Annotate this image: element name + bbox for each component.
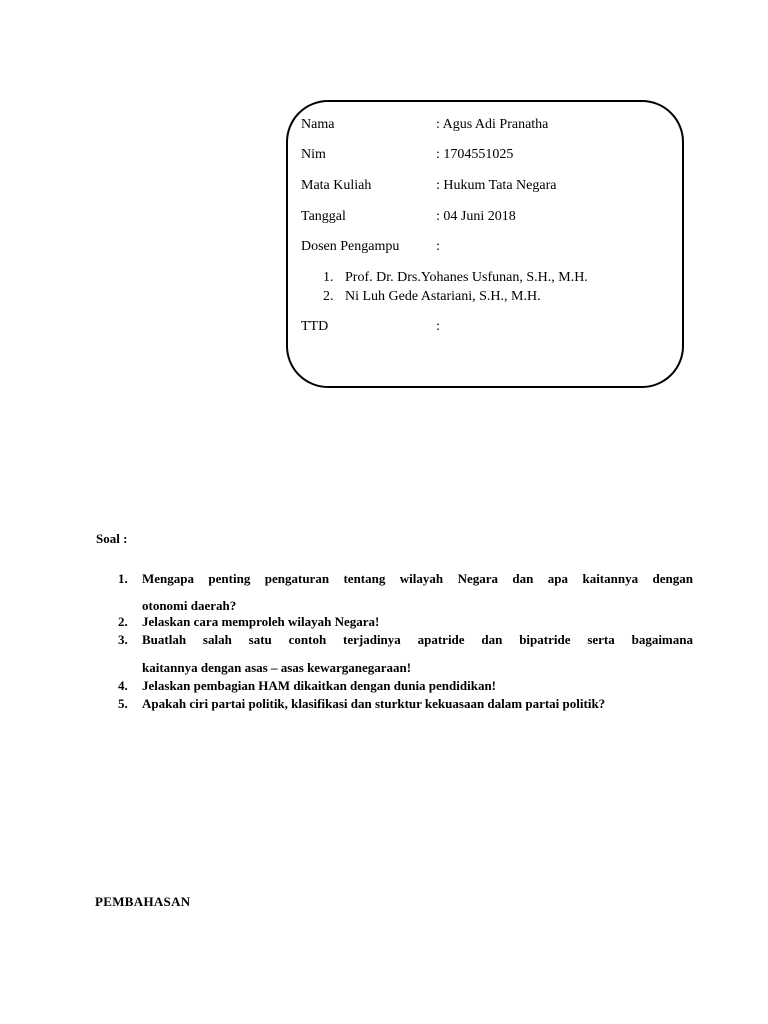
dosen-item-name: Prof. Dr. Drs.Yohanes Usfunan, S.H., M.H. xyxy=(345,270,588,285)
dosen-label: Dosen Pengampu xyxy=(301,239,400,254)
question-number: 3. xyxy=(118,632,128,647)
dosen-item-number: 2. xyxy=(323,289,334,304)
ttd-label: TTD xyxy=(301,319,329,334)
nim-value: : 1704551025 xyxy=(436,147,514,162)
question-number: 5. xyxy=(118,696,128,711)
question-number: 1. xyxy=(118,571,128,586)
matkul-label: Mata Kuliah xyxy=(301,178,372,193)
nama-label: Nama xyxy=(301,117,335,132)
tanggal-value: : 04 Juni 2018 xyxy=(436,209,516,224)
question-text: Jelaskan pembagian HAM dikaitkan dengan dunia pendidikan! xyxy=(142,678,497,693)
dosen-item-number: 1. xyxy=(323,270,334,285)
nim-label: Nim xyxy=(301,147,326,162)
soal-heading: Soal : xyxy=(96,531,128,546)
question-text-continuation: kaitannya dengan asas – asas kewarganegaraan! xyxy=(142,660,412,675)
pembahasan-heading: PEMBAHASAN xyxy=(95,894,191,909)
nama-value: : Agus Adi Pranatha xyxy=(436,117,549,132)
dosen-item-name: Ni Luh Gede Astariani, S.H., M.H. xyxy=(345,289,541,304)
dosen-value: : xyxy=(436,239,440,254)
question-text: Jelaskan cara memproleh wilayah Negara! xyxy=(142,614,380,629)
tanggal-label: Tanggal xyxy=(301,209,346,224)
question-number: 2. xyxy=(118,614,128,629)
matkul-value: : Hukum Tata Negara xyxy=(436,178,557,193)
question-text: Buatlah salah satu contoh terjadinya apatride dan bipatride serta bagaimana xyxy=(142,632,693,647)
ttd-value: : xyxy=(436,319,440,334)
question-text: Mengapa penting pengaturan tentang wilayah Negara dan apa kaitannya dengan xyxy=(142,571,693,586)
question-text-continuation: otonomi daerah? xyxy=(142,598,237,613)
question-number: 4. xyxy=(118,678,128,693)
question-text: Apakah ciri partai politik, klasifikasi dan sturktur kekuasaan dalam partai politik? xyxy=(142,696,606,711)
